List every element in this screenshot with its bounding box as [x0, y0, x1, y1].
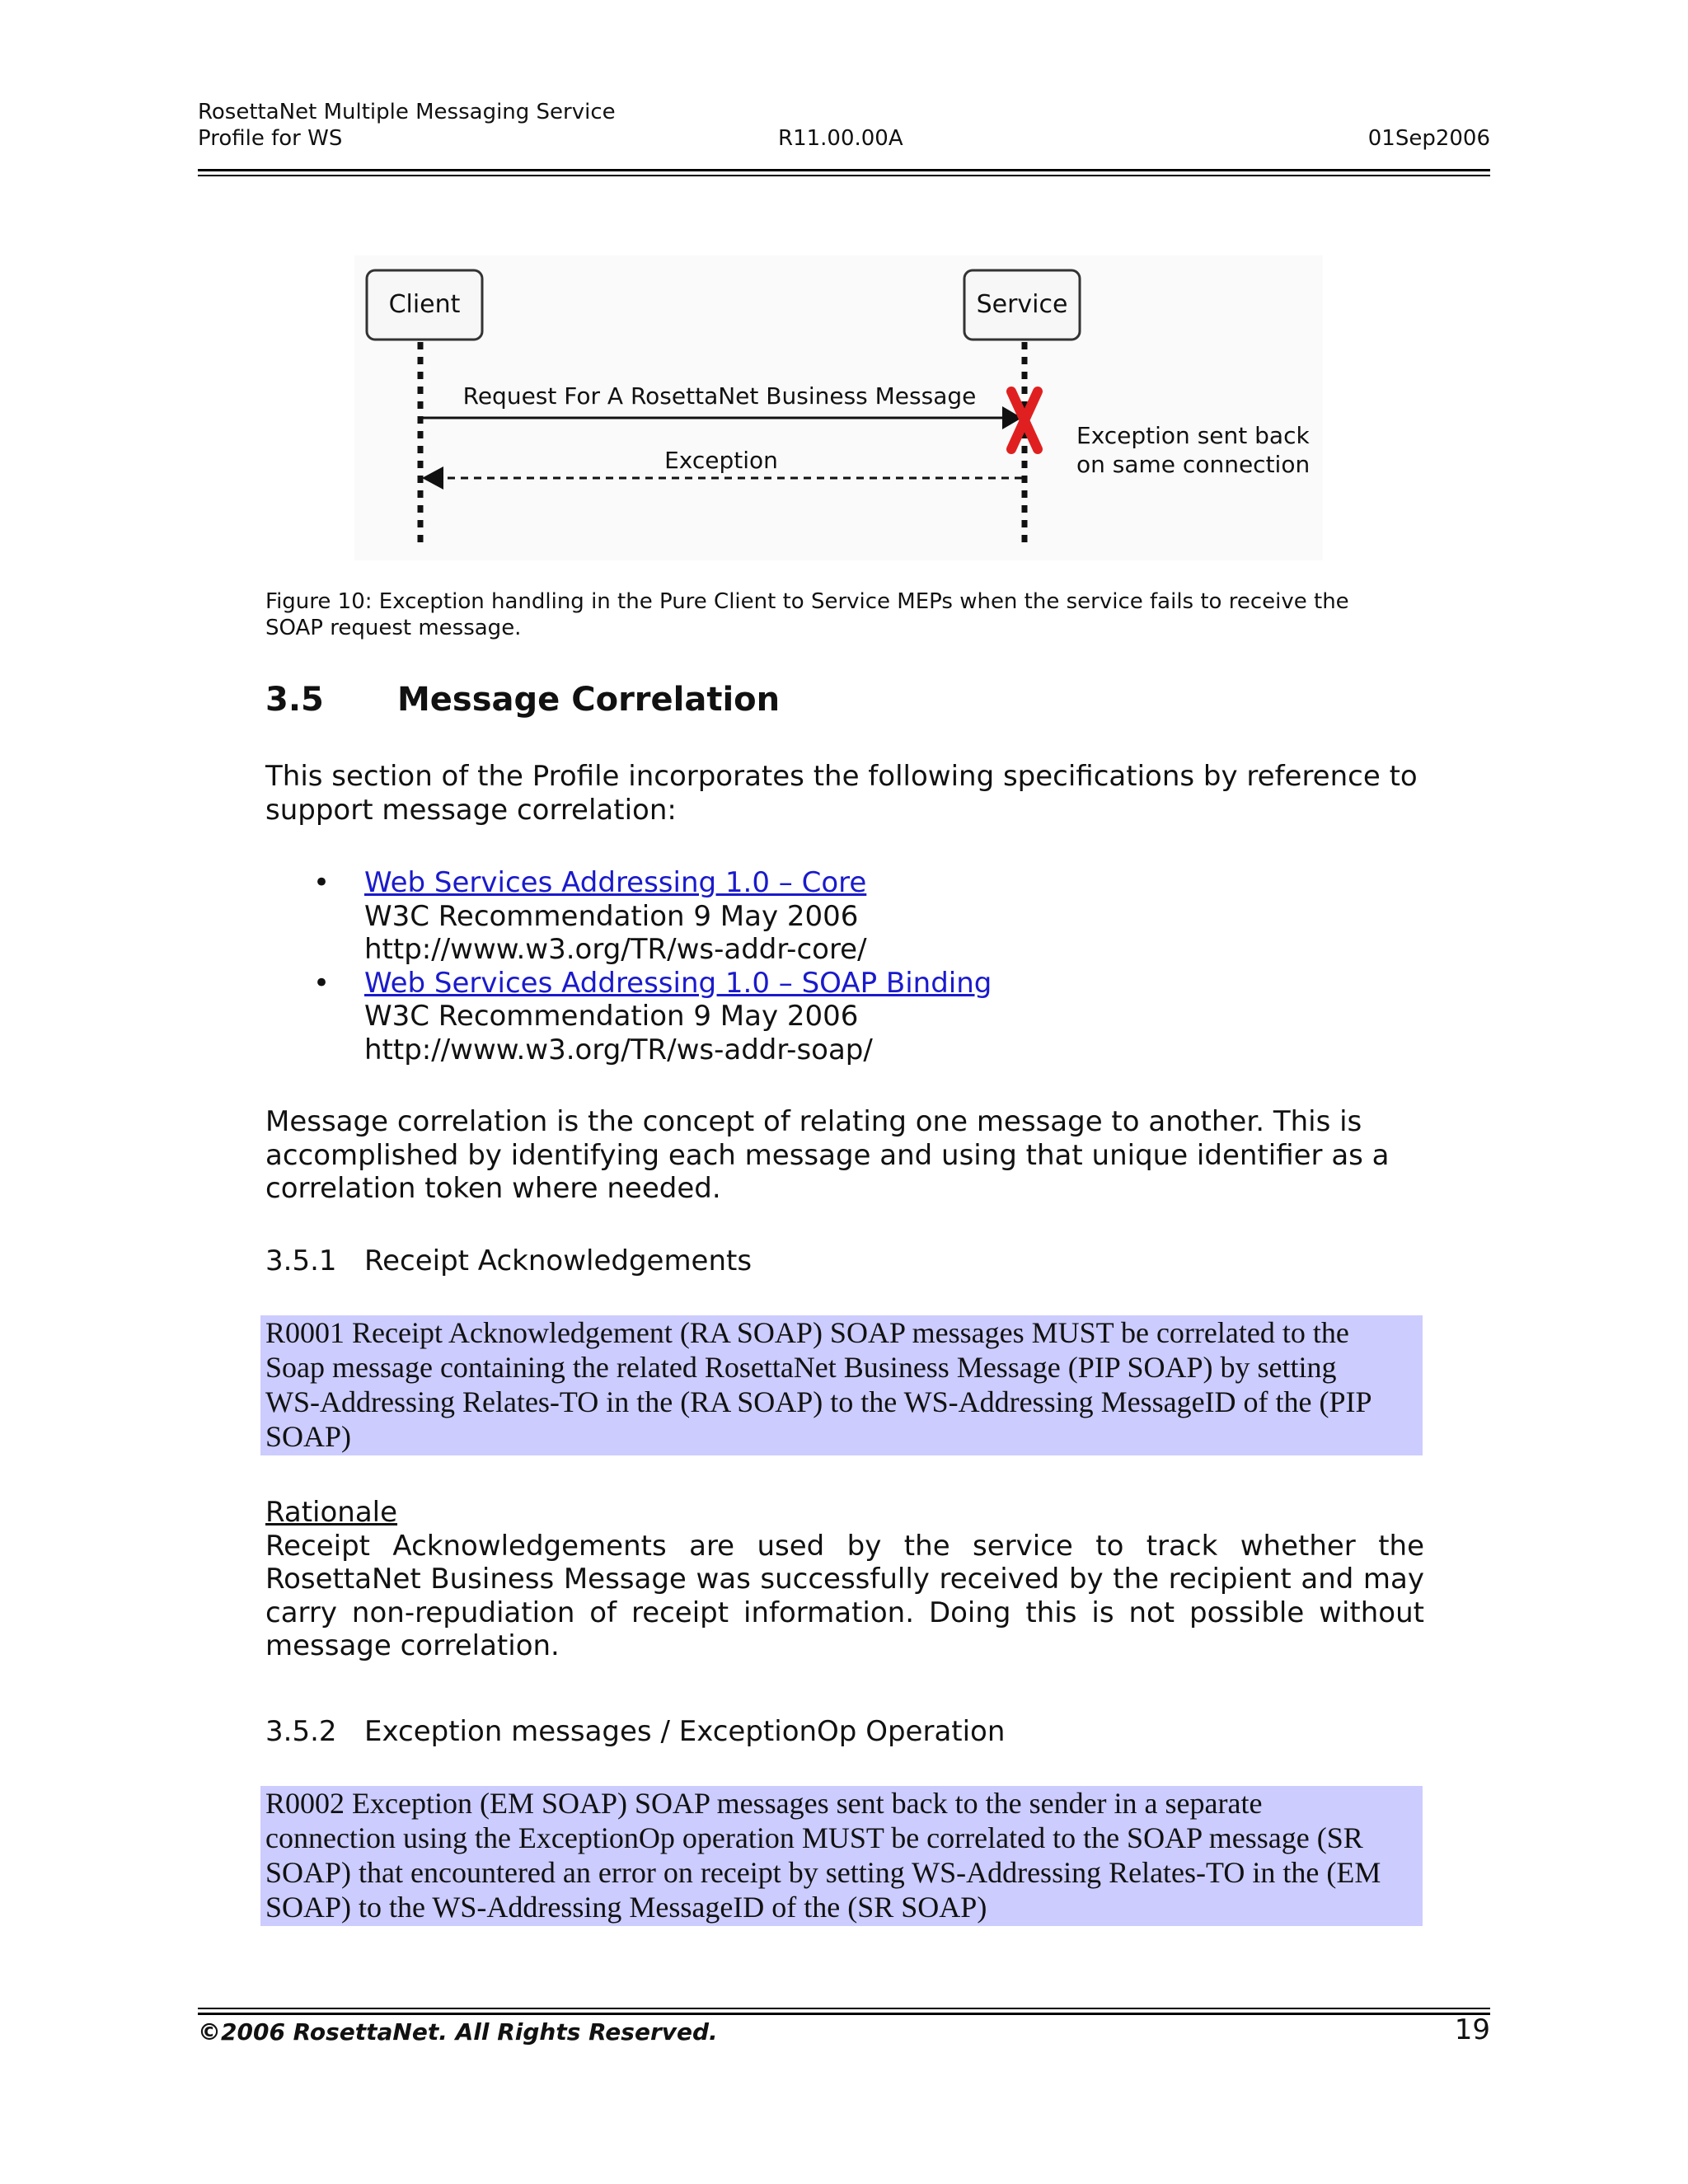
footer-copyright: ©2006 RosettaNet. All Rights Reserved. — [198, 2018, 718, 2046]
subsection-number: 3.5.2 — [265, 1715, 337, 1748]
rationale-line2: RosettaNet Business Message was successfully received by the recipient and may — [265, 1563, 1424, 1596]
footer-rule-bottom — [198, 2013, 1490, 2015]
sequence-diagram — [354, 255, 1323, 560]
service-label: Service — [976, 290, 1068, 319]
figure-caption — [265, 588, 1349, 641]
rationale-line3: carry non-repudiation of receipt information. Doing this is not possible without — [265, 1596, 1424, 1629]
reference-status: W3C Recommendation 9 May 2006 — [364, 1000, 859, 1033]
header-rule-top — [198, 169, 1490, 171]
correlation-line3: correlation token where needed. — [265, 1172, 721, 1205]
correlation-paragraph — [265, 1105, 1390, 1206]
client-label: Client — [388, 290, 461, 319]
correlation-line2: accomplished by identifying each message and using that unique identifier as a — [265, 1138, 1390, 1172]
intro-line2: support message correlation: — [265, 793, 677, 827]
figure-caption-line1: Figure 10: Exception handling in the Pure Client to Service MEPs when the service fails to receive the — [265, 589, 1349, 614]
req2-line3: SOAP) that encountered an error on receipt by setting WS-Addressing Relates-TO in the (EM — [265, 1856, 1381, 1889]
header-title-line1: RosettaNet Multiple Messaging Service — [198, 100, 616, 124]
request-label: Request For A RosettaNet Business Message — [462, 382, 977, 410]
note-line1: Exception sent back — [1076, 422, 1310, 449]
bullet: • — [313, 966, 331, 1000]
req1-line2: Soap message containing the related RosettaNet Business Message (PIP SOAP) by setting — [265, 1351, 1337, 1384]
reference-list — [265, 866, 1419, 1066]
req2-line2: connection using the ExceptionOp operation MUST be correlated to the SOAP message (SR — [265, 1821, 1363, 1854]
header-release: R11.00.00A — [778, 126, 903, 151]
note-line2: on same connection — [1076, 451, 1311, 478]
section-number: 3.5 — [265, 681, 324, 719]
figure-caption-line2: SOAP request message. — [265, 616, 522, 640]
header-rule-bottom — [198, 175, 1490, 176]
bullet: • — [313, 866, 331, 899]
req2-line4: SOAP) to the WS-Addressing MessageID of the (SR SOAP) — [265, 1891, 987, 1924]
footer-rule-top — [198, 2008, 1490, 2009]
req1-line1: R0001 Receipt Acknowledgement (RA SOAP) SOAP messages MUST be correlated to the — [265, 1316, 1349, 1349]
requirement-r0002 — [260, 1786, 1423, 1926]
correlation-line1: Message correlation is the concept of relating one message to another. This is — [265, 1105, 1362, 1138]
list-item — [265, 866, 1419, 967]
req1-line3: WS-Addressing Relates-TO in the (RA SOAP) to the WS-Addressing MessageID of the (PIP — [265, 1385, 1372, 1418]
list-item — [265, 967, 1419, 1067]
reference-url: http://www.w3.org/TR/ws-addr-core/ — [364, 933, 867, 966]
section-title: Message Correlation — [397, 681, 781, 719]
subsection-title: Receipt Acknowledgements — [364, 1244, 753, 1277]
rationale-line1: Receipt Acknowledgements are used by the service to track whether the — [265, 1529, 1424, 1563]
page-number: 19 — [1454, 2013, 1490, 2046]
ws-addressing-soap-binding-link[interactable]: Web Services Addressing 1.0 – SOAP Binding — [364, 966, 992, 1000]
header-title-line2: Profile for WS — [198, 126, 343, 151]
req1-line4: SOAP) — [265, 1420, 352, 1453]
rationale-line4: message correlation. — [265, 1629, 560, 1662]
ws-addressing-core-link[interactable]: Web Services Addressing 1.0 – Core — [364, 866, 867, 899]
intro-line1: This section of the Profile incorporates the following specifications by reference to — [265, 760, 1418, 793]
requirement-r0001 — [260, 1315, 1423, 1455]
rationale-heading: Rationale — [265, 1496, 398, 1529]
header-title — [198, 99, 616, 152]
req2-line1: R0002 Exception (EM SOAP) SOAP messages sent back to the sender in a separate — [265, 1787, 1263, 1820]
exception-label: Exception — [664, 447, 778, 474]
intro-paragraph — [265, 760, 1418, 827]
header-date: 01Sep2006 — [1367, 126, 1490, 151]
reference-status: W3C Recommendation 9 May 2006 — [364, 899, 859, 933]
subsection-title: Exception messages / ExceptionOp Operation — [364, 1715, 1006, 1748]
reference-url: http://www.w3.org/TR/ws-addr-soap/ — [364, 1033, 873, 1066]
rationale-block — [265, 1496, 1424, 1663]
subsection-number: 3.5.1 — [265, 1244, 337, 1277]
